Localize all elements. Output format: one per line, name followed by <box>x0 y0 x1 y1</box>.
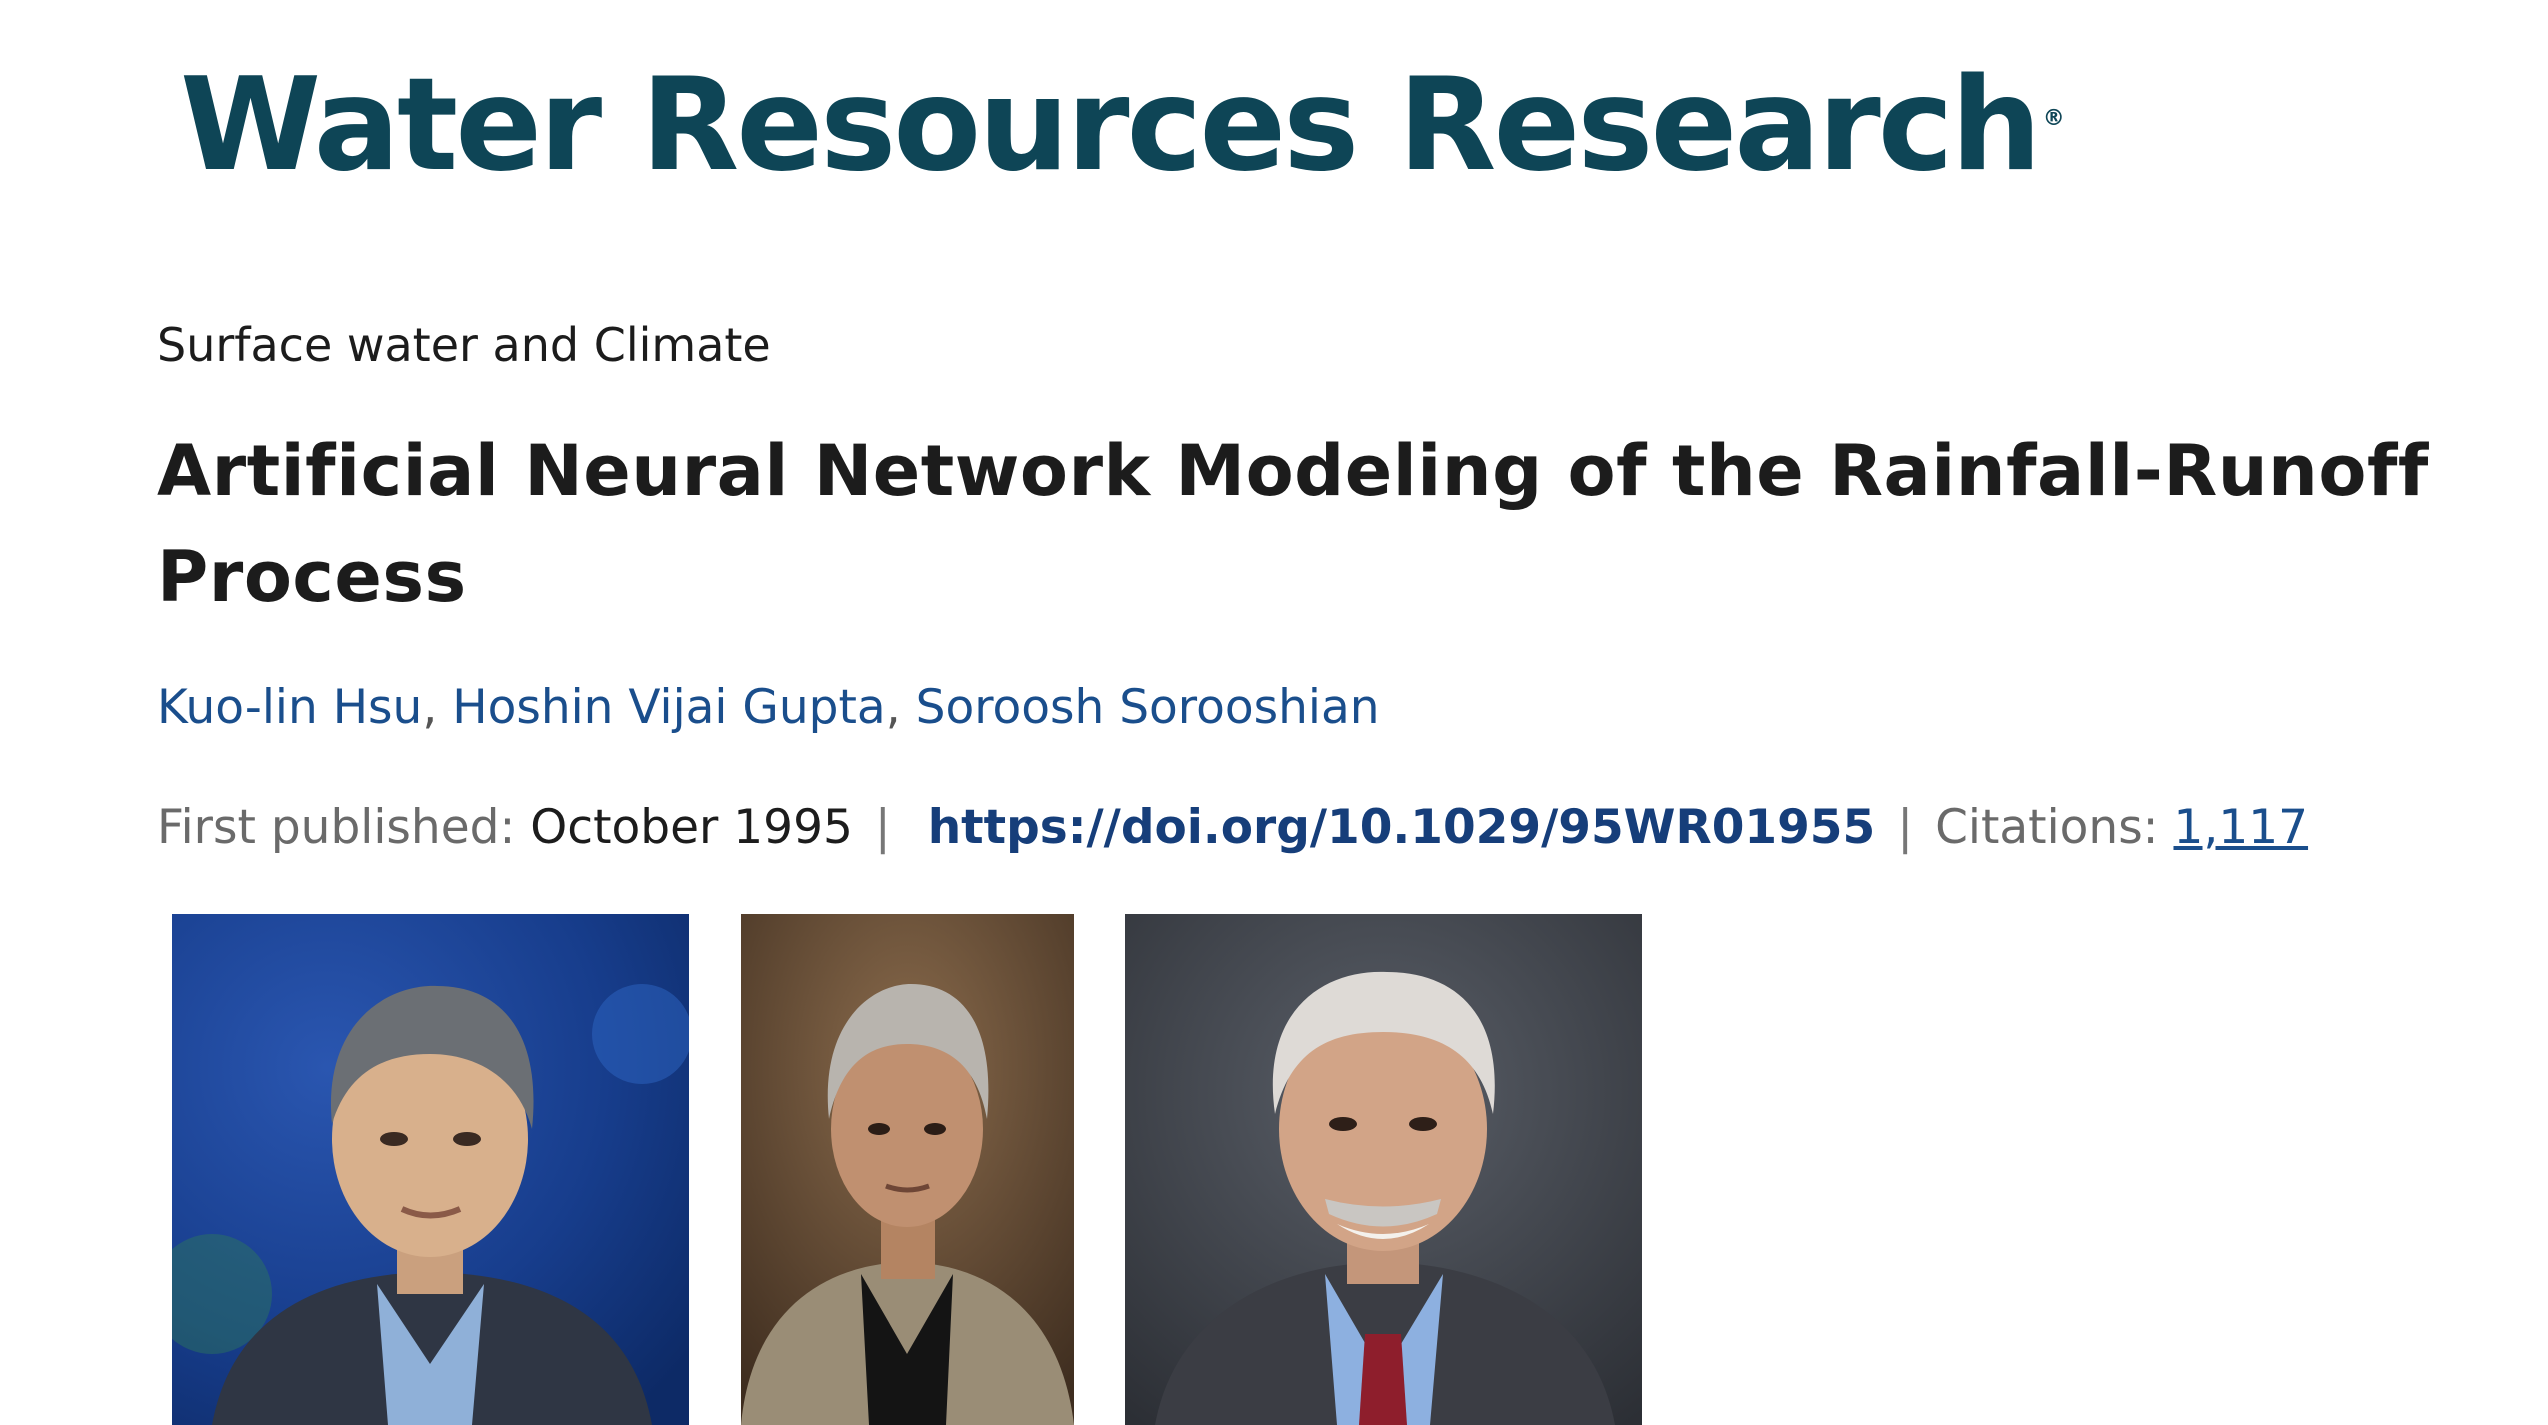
separator: | <box>874 800 891 855</box>
author-portrait-icon <box>172 914 689 1425</box>
citations-count[interactable]: 1,117 <box>2173 800 2309 855</box>
author-portrait-icon <box>741 914 1074 1425</box>
first-published-value: October 1995 <box>530 800 853 855</box>
author-portrait-icon <box>1125 914 1642 1425</box>
article-title: Artificial Neural Network Modeling of the Rainfall-Runoff Process <box>157 430 2429 618</box>
author-link[interactable]: Soroosh Sorooshian <box>915 680 1380 735</box>
author-photo <box>1125 914 1642 1425</box>
journal-logo[interactable] <box>180 51 2065 200</box>
publication-info <box>157 800 2308 856</box>
author-link[interactable]: Kuo-lin Hsu <box>157 680 423 735</box>
citations-label: Citations: <box>1935 800 2159 855</box>
author-list <box>157 680 1380 736</box>
author-link[interactable]: Hoshin Vijai Gupta <box>452 680 886 735</box>
article-category: Surface water and Climate <box>157 318 771 372</box>
author-photo <box>172 914 689 1425</box>
journal-name: Water Resources Research <box>180 51 2039 200</box>
author-photo <box>741 914 1074 1425</box>
registered-mark: ® <box>2042 106 2065 132</box>
separator: | <box>1897 800 1914 855</box>
author-separator: , <box>422 680 438 735</box>
doi-link[interactable]: https://doi.org/10.1029/95WR01955 <box>927 800 1876 855</box>
author-separator: , <box>885 680 901 735</box>
first-published-label: First published: <box>157 800 516 855</box>
